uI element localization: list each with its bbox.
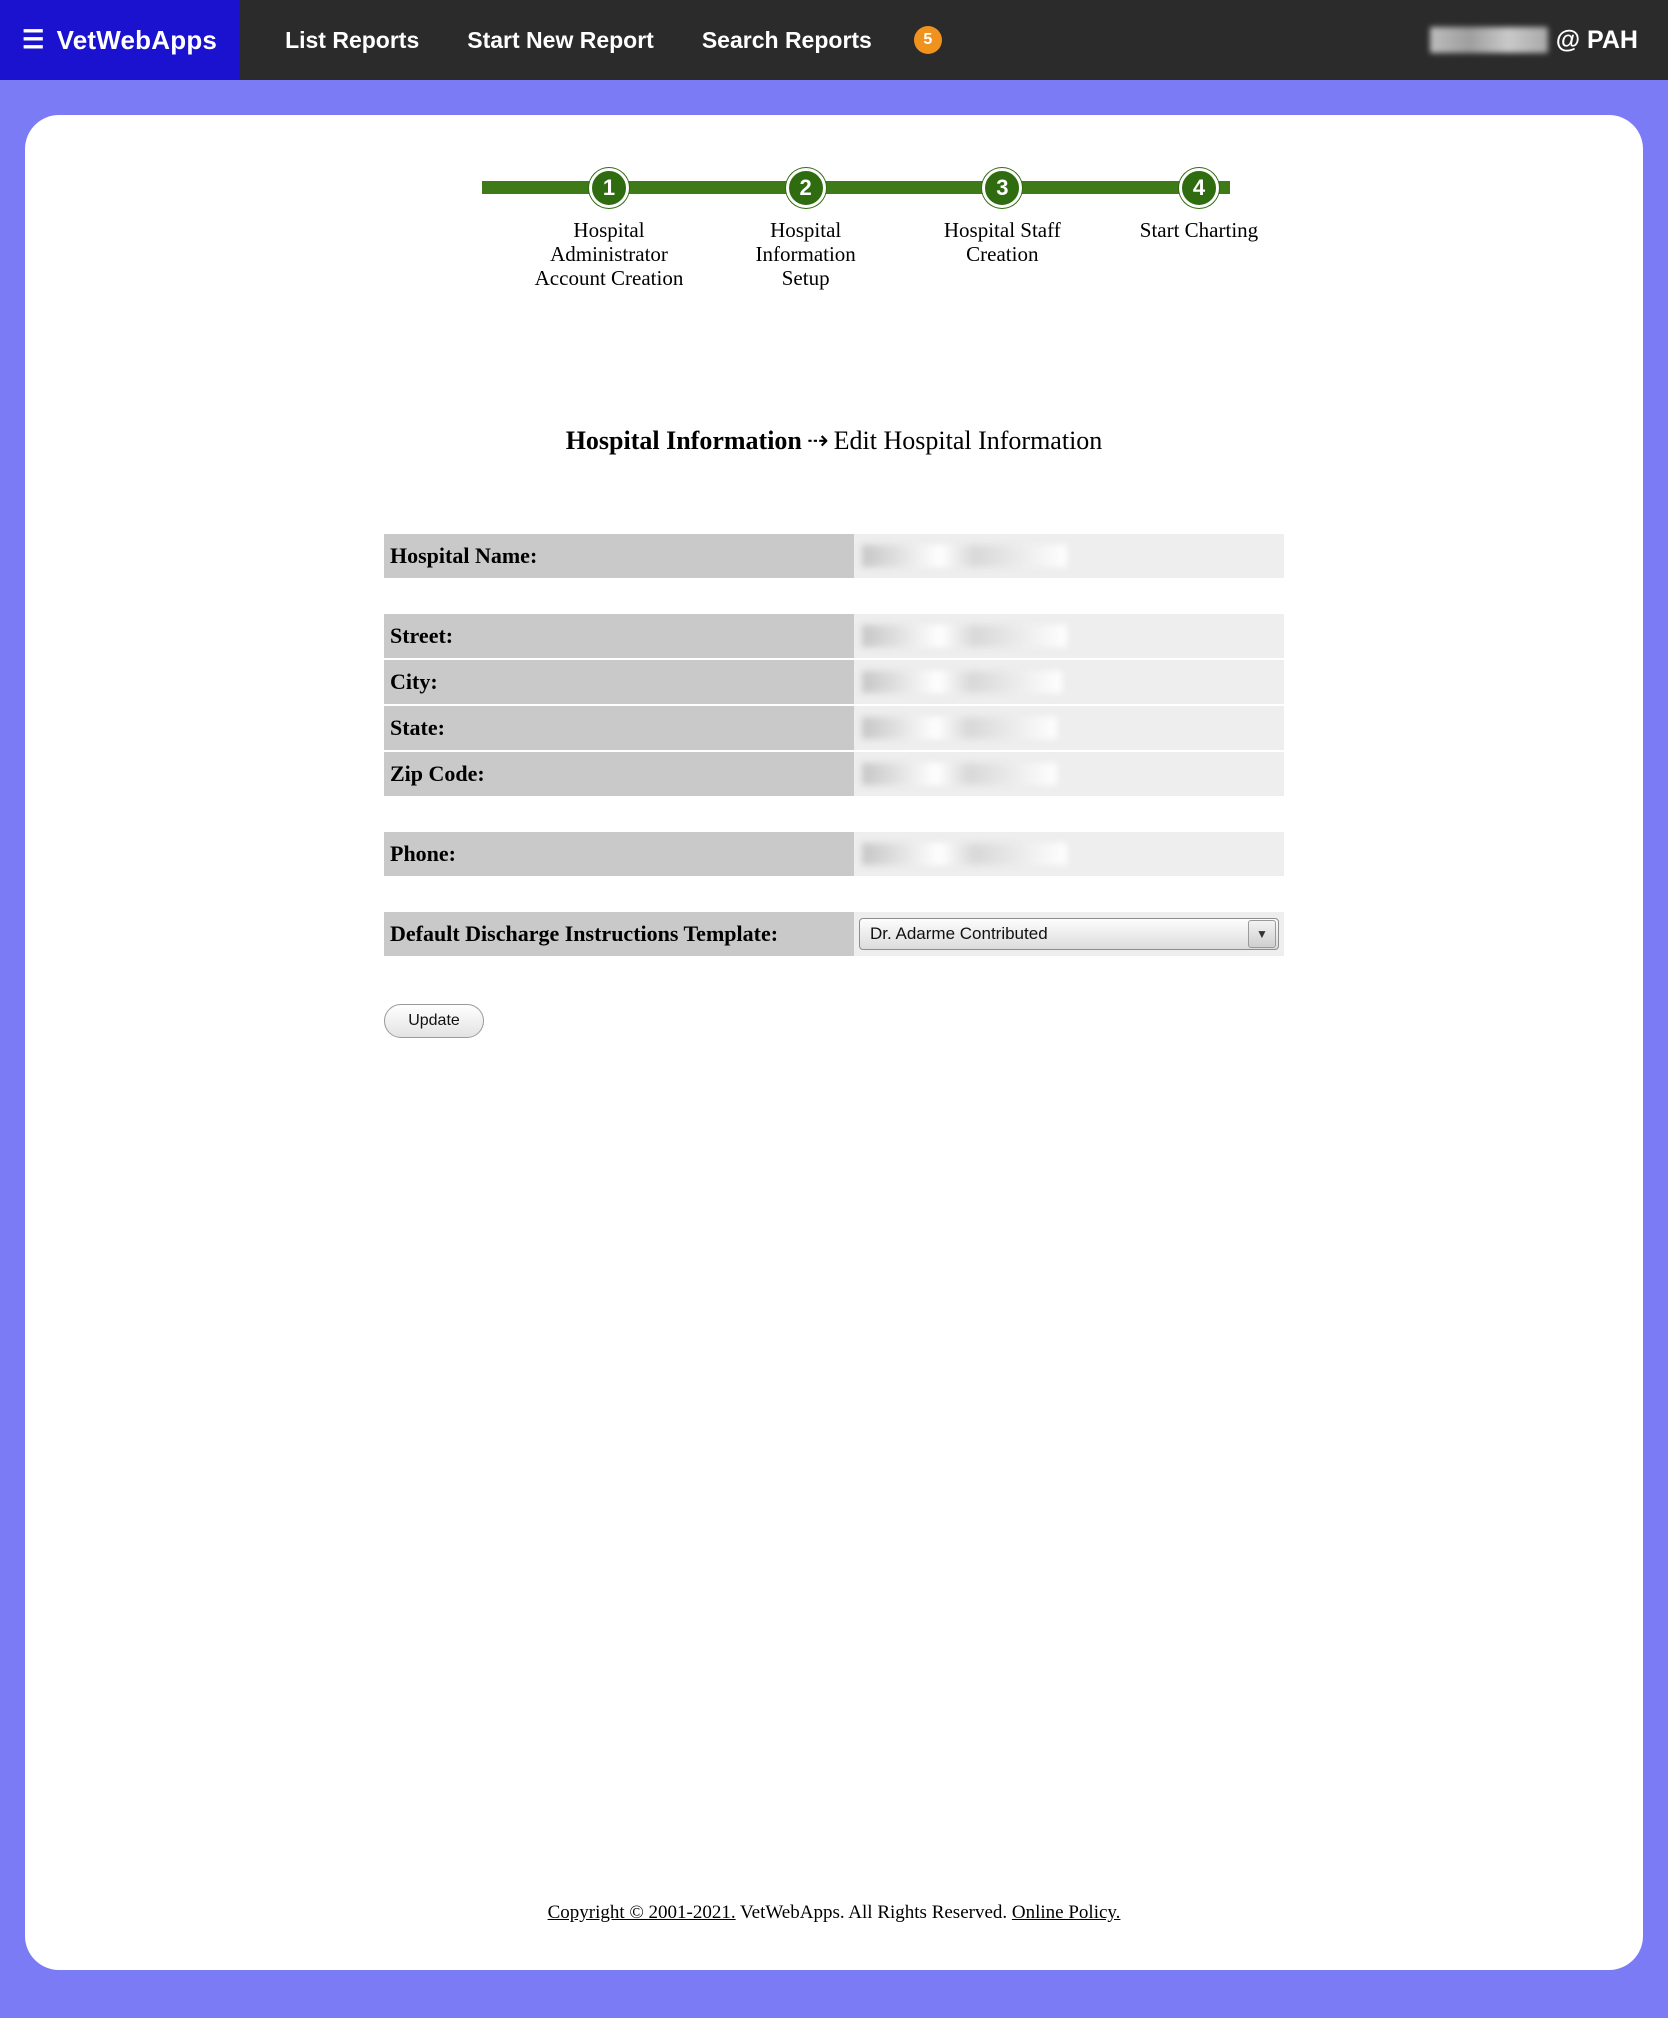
footer — [25, 1902, 1643, 1924]
field-row-state — [384, 706, 1284, 750]
hospital-information-form — [384, 534, 1284, 1038]
update-button[interactable]: Update — [384, 1004, 484, 1038]
top-navigation-bar — [0, 0, 1668, 80]
page-card — [25, 115, 1643, 1970]
step-1-label: Hospital Administrator Account Creation — [534, 218, 684, 291]
brand-home-button[interactable] — [0, 0, 239, 80]
label-default-discharge-template: Default Discharge Instructions Template: — [384, 912, 854, 956]
city-redacted-value — [862, 671, 1062, 693]
phone-redacted-value — [862, 843, 1067, 865]
zip-code-redacted-value — [862, 763, 1057, 785]
step-4-start-charting[interactable] — [1124, 168, 1274, 290]
input-city[interactable] — [854, 660, 1284, 704]
input-street[interactable] — [854, 614, 1284, 658]
step-1-hospital-administrator-account-creation[interactable] — [534, 168, 684, 290]
input-state[interactable] — [854, 706, 1284, 750]
default-discharge-template-select[interactable] — [859, 918, 1279, 950]
nav-link-start-new-report[interactable]: Start New Report — [467, 26, 654, 53]
step-1-number: 1 — [589, 168, 629, 208]
chevron-down-icon[interactable]: ▼ — [1248, 920, 1276, 948]
default-discharge-template-cell — [854, 912, 1284, 956]
label-state: State: — [384, 706, 854, 750]
setup-progress-stepper — [394, 168, 1274, 348]
input-zip-code[interactable] — [854, 752, 1284, 796]
step-4-label: Start Charting — [1139, 218, 1259, 242]
nav-link-search-reports[interactable]: Search Reports — [701, 26, 872, 53]
hospital-name-redacted-value — [862, 545, 1067, 567]
input-phone[interactable] — [854, 832, 1284, 876]
user-name-redacted — [1430, 27, 1548, 53]
step-3-label: Hospital Staff Creation — [943, 218, 1061, 267]
form-spacer-2 — [384, 798, 1284, 832]
field-row-default-discharge-template — [384, 912, 1284, 956]
input-hospital-name[interactable] — [854, 534, 1284, 578]
step-2-hospital-information-setup[interactable] — [731, 168, 881, 290]
user-account-area[interactable] — [1430, 0, 1668, 80]
nav-link-list-reports[interactable]: List Reports — [285, 26, 420, 53]
brand-label: VetWebApps — [56, 24, 218, 55]
label-hospital-name: Hospital Name: — [384, 534, 854, 578]
breadcrumb-arrow-icon: ⇢ — [806, 426, 829, 455]
footer-online-policy-link[interactable]: Online Policy. — [1011, 1902, 1121, 1923]
default-discharge-template-selected-value: Dr. Adarme Contributed — [870, 924, 1048, 943]
notification-count-badge[interactable]: 5 — [914, 26, 942, 54]
page-title-primary: Hospital Information — [565, 426, 802, 455]
primary-nav-links — [239, 0, 942, 80]
footer-copyright-link[interactable]: Copyright © 2001-2021. — [547, 1902, 736, 1923]
label-city: City: — [384, 660, 854, 704]
step-2-label: Hospital Information Setup — [755, 218, 856, 291]
field-row-phone — [384, 832, 1284, 876]
label-zip-code: Zip Code: — [384, 752, 854, 796]
step-4-number: 4 — [1179, 168, 1219, 208]
step-3-hospital-staff-creation[interactable] — [927, 168, 1077, 290]
page-title — [25, 426, 1643, 456]
label-street: Street: — [384, 614, 854, 658]
field-row-hospital-name — [384, 534, 1284, 578]
footer-middle-text: VetWebApps. All Rights Reserved. — [735, 1902, 1012, 1923]
field-row-street — [384, 614, 1284, 658]
form-spacer-1 — [384, 580, 1284, 614]
label-phone: Phone: — [384, 832, 854, 876]
state-redacted-value — [862, 717, 1057, 739]
step-2-number: 2 — [786, 168, 826, 208]
field-row-city — [384, 660, 1284, 704]
step-3-number: 3 — [982, 168, 1022, 208]
form-actions — [384, 1004, 1284, 1038]
field-row-zip-code — [384, 752, 1284, 796]
user-hospital-suffix: @ PAH — [1555, 25, 1638, 54]
street-redacted-value — [862, 625, 1067, 647]
page-title-secondary: Edit Hospital Information — [833, 426, 1103, 455]
hamburger-menu-icon[interactable]: ☰ — [22, 25, 45, 54]
